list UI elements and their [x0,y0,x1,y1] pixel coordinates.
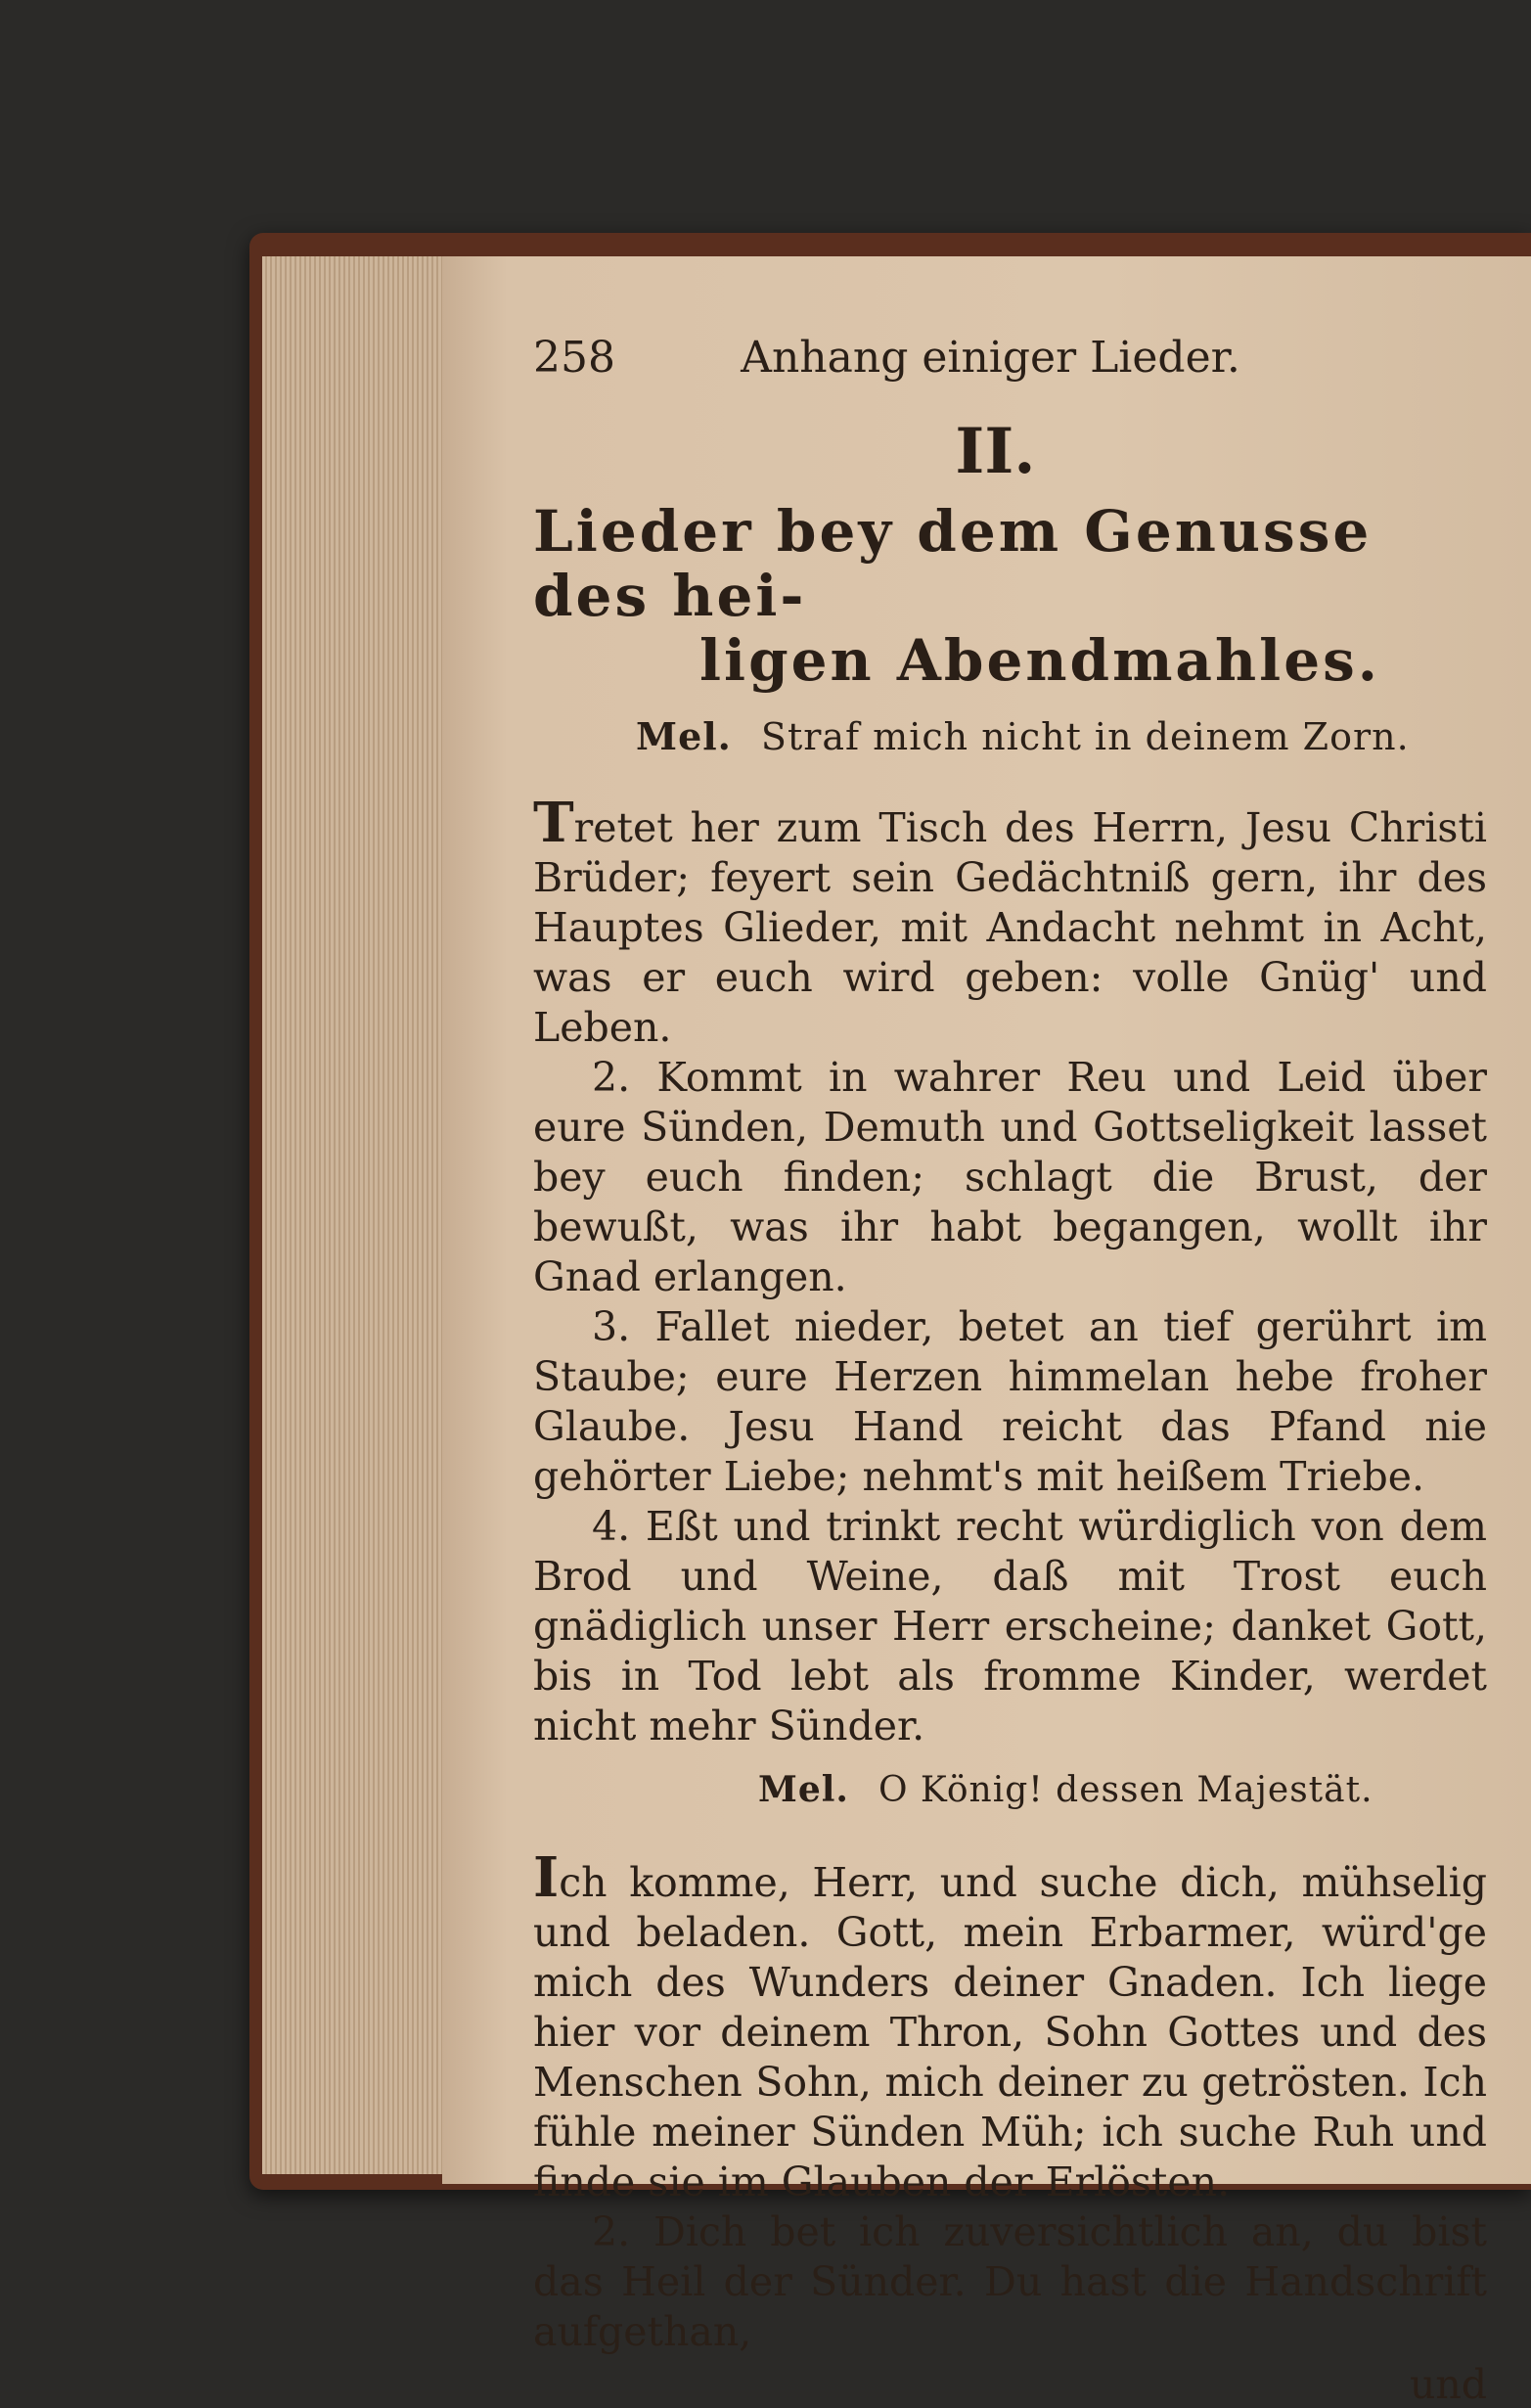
hymn-2-verse-1: Ich komme, Herr, und suche dich, mühselig und beladen. Gott, mein Erbarmer, würd'ge mich des Wunders deiner Gnaden. Ich liege hier vor deinem Thron, Sohn Gottes und des Menschen Sohn, mich deiner zu getrösten. Ich fühle meiner Sünden Müh; ich suche Ruh und finde sie im Glauben der Erlösten. [533,1845,1487,2205]
section-title-line1: Lieder bey dem Genusse des hei- [533,498,1373,629]
running-head: Anhang einiger Lieder. [741,333,1240,383]
hymn-1-verse-1: Tretet her zum Tisch des Herrn, Jesu Christi Brüder; feyert sein Gedächtniß gern, ihr des Hauptes Glieder, mit Andacht nehmt in Acht, was er euch wird geben: volle Gnüg' und Leben. [533,791,1487,1051]
hymn-1 [533,791,1487,1751]
melody-line-2 [533,1769,1487,1828]
section-title-line2: ligen Abendmahles. [699,627,1380,694]
section-number: II. [955,415,1036,488]
hymn-1-verse-3: 3. Fallet nieder, betet an tief gerührt im Staube; eure Herzen himmelan hebe froher Glaube. Jesu Hand reicht das Pfand nie gehörter Liebe; nehmt's mit heißem Triebe. [533,1303,1487,1500]
hymn-1-verse-4: 4. Eßt und trinkt recht würdiglich von dem Brod und Weine, daß mit Trost euch gnädiglich unser Herr erscheine; danket Gott, bis in Tod lebt als fromme Kinder, werdet nicht mehr Sünder. [533,1503,1487,1749]
page-edges [262,256,450,2174]
melody-text: O König! dessen Majestät. [878,1770,1373,1810]
catchword: und [1409,2361,1487,2408]
page-number: 258 [533,333,615,383]
melody-text: Straf mich nicht in deinem Zorn. [760,715,1410,758]
melody-line-1 [533,714,1487,773]
hymn-2 [533,1845,1487,2357]
initial-letter: T [533,791,574,855]
page-header [533,333,1487,401]
initial-letter: I [533,1845,560,1910]
melody-label: Mel. [636,714,732,758]
melody-label: Mel. [758,1769,849,1810]
section-title [533,499,1487,693]
page-content [533,333,1487,2408]
hymn-1-verse-2: 2. Kommt in wahrer Reu und Leid über eure Sünden, Demuth und Gottseligkeit lasset bey euch finden; schlagt die Brust, der bewußt, was ihr habt begangen, wollt ihr Gnad erlangen. [533,1054,1487,1300]
hymn-2-verse-2: 2. Dich bet ich zuversichtlich an, du bist das Heil der Sünder. Du hast die Handschrift aufgethan, [533,2208,1487,2355]
